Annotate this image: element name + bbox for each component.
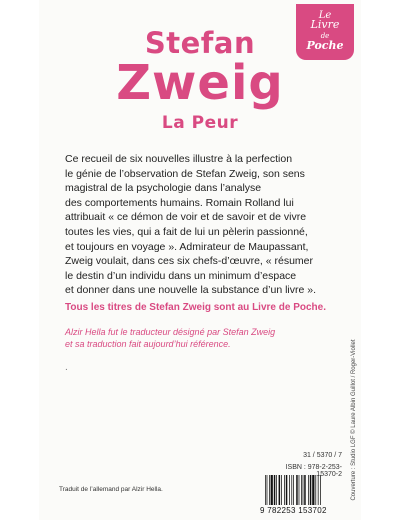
author-first-name: Stefan (144, 26, 256, 60)
barcode-bar (310, 475, 312, 505)
livre-de-poche-logo (296, 4, 354, 60)
barcode-bar (291, 475, 292, 505)
barcode-bar (289, 475, 290, 505)
book-title: La Peur (161, 113, 239, 133)
barcode-bar (318, 475, 319, 505)
translated-by: Traduit de l’allemand par Alzir Hella. (59, 486, 163, 493)
barcode-bar (279, 475, 281, 505)
author-last-name: Zweig (116, 55, 284, 111)
barcode-bar (274, 475, 276, 505)
barcode-bar (304, 475, 306, 505)
barcode-digits: 9 782253 153702 (260, 506, 327, 515)
barcode-bar (303, 475, 304, 505)
cover-credits (348, 330, 360, 510)
barcode-bar (320, 475, 321, 505)
logo-text-livre: Livre (310, 18, 340, 31)
barcode-bar (276, 475, 277, 505)
barcode-bar (296, 475, 298, 505)
barcode-bar (269, 475, 270, 505)
catalog-code: 31 / 5370 / 7 (303, 452, 342, 459)
all-titles-note: Tous les titres de Stefan Zweig sont au Livre de Poche. (65, 302, 326, 313)
back-cover (39, 0, 361, 520)
logo-text-le: Le (318, 10, 332, 21)
isbn: ISBN : 978-2-253-15370-2 (285, 464, 342, 478)
barcode (264, 475, 344, 505)
barcode-bar (281, 475, 282, 505)
translator-note: Alzir Hella fut le traducteur désigné par Stefan Zweig et sa traduction fait aujourd’hui référence. (65, 327, 276, 349)
logo-text-poche: Poche (306, 39, 344, 52)
barcode-bar (301, 475, 302, 505)
cover-credits-text: Couverture : Studio LGF © Laure Albin Guillot / Roger-Viollet (351, 339, 357, 501)
barcode-bar (308, 475, 309, 505)
logo-text-de: de (320, 32, 330, 40)
barcode-bar (286, 475, 288, 505)
barcode-bar (265, 475, 266, 505)
barcode-bar (312, 475, 314, 505)
barcode-bar (315, 475, 316, 505)
barcode-bar (267, 475, 268, 505)
barcode-bar (284, 475, 285, 505)
barcode-bar (293, 475, 294, 505)
dot-mark: . (65, 362, 68, 373)
barcode-bar (299, 475, 300, 505)
barcode-bar (271, 475, 273, 505)
blurb-text: Ce recueil de six nouvelles illustre à la perfection le génie de l’observation de Stefan Zweig, son sens magistral de la psychologie dans l’analyse des comportements humains. Romain Rolland lui attribuait « ce démon de voir et de savoir et de vivre toutes les vies, qui a fait de lui un pèlerin passionné, et toujours en voyage ». Admirateur de Maupassant, Zweig voulait, dans ces six chefs-d’œuvre, « résumer le destin d’un individu dans un minimum d’espace et donner dans une nouvelle la substance d’un livre ». (65, 153, 317, 297)
